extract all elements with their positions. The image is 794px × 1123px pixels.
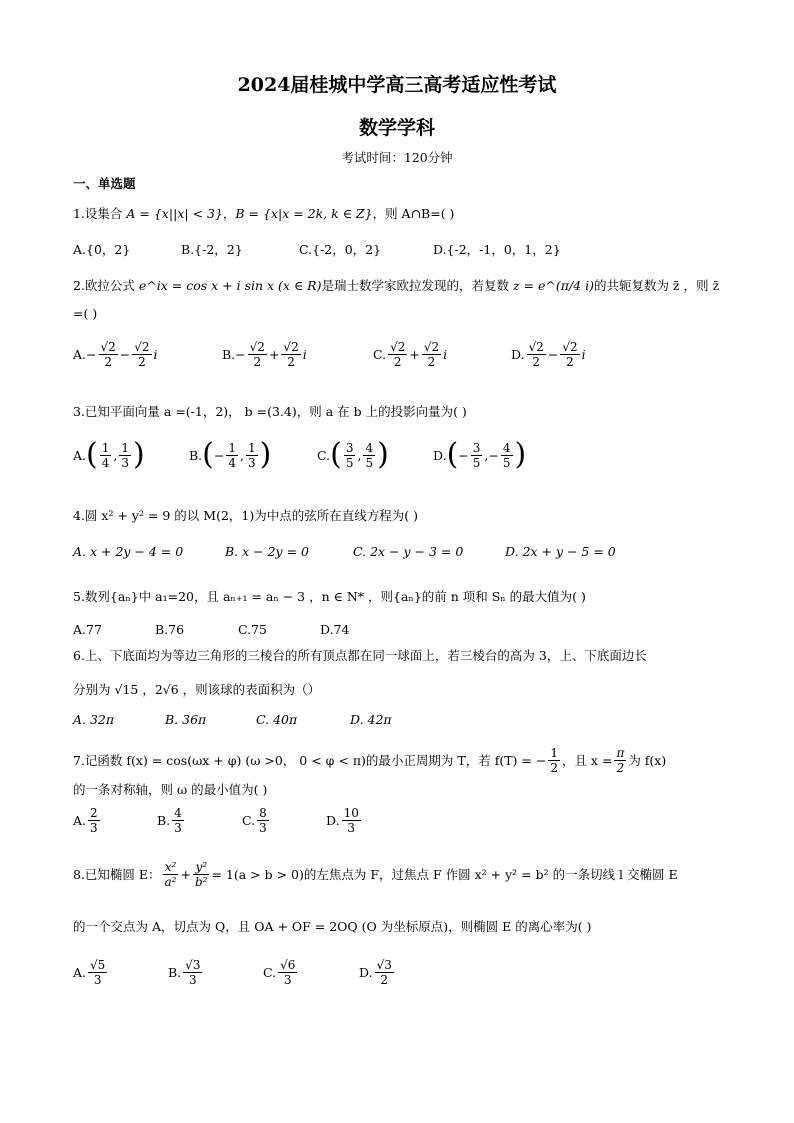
q7-option-c[interactable]: C. $\frac{8}{3}$	[242, 806, 267, 835]
question-2-options	[73, 340, 733, 380]
question-4: 4.圆 x² + y² = 9 的以 M(2，1)为中点的弦所在直线方程为( )	[73, 508, 418, 523]
q1-option-c[interactable]: C.{-2，0，2}	[299, 242, 382, 257]
q3-fraction: $\frac{3}{5}$	[472, 440, 481, 470]
q2-fraction: $\frac{√2}{2}$	[390, 340, 406, 369]
q6-option-d[interactable]: D. 42π	[350, 712, 392, 727]
exam-subject: 数学学科	[358, 117, 435, 139]
q8-option-fraction: $\frac{√3}{2}$	[376, 958, 392, 987]
q4-option-b[interactable]: B. x − 2y = 0	[225, 544, 309, 559]
q2-fraction: $\frac{√2}{2}$	[134, 340, 150, 369]
q1-option-b[interactable]: B.{-2，2}	[181, 242, 243, 257]
section-heading: 一、单选题	[73, 176, 136, 191]
q2-option-a[interactable]: A. − $\frac{√2}{2}$ − $\frac{√2}{2}$ i	[73, 340, 158, 369]
q7-option-fraction: $\frac{8}{3}$	[259, 806, 267, 835]
question-6-line-1: 6.上、下底面均为等边三角形的三棱台的所有顶点都在同一球面上，若三棱台的高为 3，上、下底面边长	[73, 648, 647, 663]
q2-option-c[interactable]: C. $\frac{√2}{2}$ + $\frac{√2}{2}$ i	[373, 340, 448, 369]
q3-option-c[interactable]: C. ( $\frac{3}{5}$ , $\frac{4}{5}$ )	[317, 437, 389, 472]
q3-fraction: $\frac{1}{4}$	[228, 440, 237, 470]
q4-option-c[interactable]: C. 2x − y − 3 = 0	[353, 544, 464, 559]
q3-option-a[interactable]: A. ( $\frac{1}{4}$ , $\frac{1}{3}$ )	[73, 437, 145, 472]
q3-fraction: $\frac{1}{3}$	[121, 440, 129, 470]
q8-option-a[interactable]: A. $\frac{√5}{3}$	[73, 958, 106, 987]
exam-time: 考试时间：120分钟	[341, 150, 453, 165]
q8-option-d[interactable]: D. $\frac{√3}{2}$	[359, 958, 392, 987]
q2-fraction: $\frac{√2}{2}$	[423, 340, 440, 369]
q7-option-fraction: $\frac{10}{3}$	[343, 806, 359, 835]
question-2-line-1: 2.欧拉公式 e^ix = cos x + i sin x (x ∈ R)是瑞士数学家欧拉发现的，若复数 z = e^(π/4 i)的共轭复数为 z̄ ，则 z̄	[73, 278, 720, 293]
q2-fraction: $\frac{√2}{2}$	[283, 340, 299, 369]
question-8-line-1: 8.已知椭圆 E： $\frac{\text{x²}}{\text{a²}}$ + $\frac{\text{y²}}{\text{b²}}$ = 1(a > b > 0)的左焦点为 F，过焦点 F 作圆 x² + y² = b² 的一条切线 l 交椭圆 E	[73, 860, 678, 889]
q2-option-d[interactable]: D. $\frac{√2}{2}$ − $\frac{√2}{2}$ i	[511, 340, 586, 369]
q7-option-d[interactable]: D. $\frac{10}{3}$	[326, 806, 359, 835]
q8-option-c[interactable]: C. $\frac{√6}{3}$	[263, 958, 296, 987]
q7-option-fraction: $\frac{2}{3}$	[90, 806, 98, 835]
question-4-options	[73, 544, 733, 574]
question-8-line-2: 的一个交点为 A，切点为 Q，且 OA + OF = 2OQ (O 为坐标原点)，则椭圆 E 的离心率为( )	[73, 919, 592, 934]
q3-option-b[interactable]: B. ( − $\frac{1}{4}$ , $\frac{1}{3}$ )	[189, 437, 272, 472]
exam-title: 2024届桂城中学高三高考适应性考试	[237, 74, 557, 96]
q5-option-d[interactable]: D.74	[320, 622, 350, 637]
q8-option-fraction: $\frac{√3}{3}$	[185, 958, 201, 987]
question-2-line-2: =( )	[73, 306, 98, 321]
q3-fraction: $\frac{4}{5}$	[502, 440, 511, 470]
q6-option-b[interactable]: B. 36π	[165, 712, 207, 727]
q1-option-d[interactable]: D.{-2，-1，0，1，2}	[433, 242, 561, 257]
q5-option-b[interactable]: B.76	[155, 622, 185, 637]
q3-fraction: $\frac{1}{3}$	[248, 440, 256, 470]
q6-option-a[interactable]: A. 32π	[73, 712, 115, 727]
question-1: 1.设集合 A = {x||x| < 3}，B = {x|x = 2k, k ∈ Z}，则 A∩B=( )	[73, 206, 455, 221]
q2-fraction: $\frac{√2}{2}$	[100, 340, 116, 369]
q2-fraction: $\frac{√2}{2}$	[249, 340, 265, 369]
question-7-line-1: 7.记函数 f(x) = cos(ωx + φ) (ω >0， 0 < φ < π)的最小正周期为 T，若 f(T) = − $\frac{1}{2}$ ，且 x = $\frac{\pi}{2}$ 为 f(x)	[73, 746, 667, 775]
q8-option-b[interactable]: B. $\frac{√3}{3}$	[168, 958, 201, 987]
q2-fraction: $\frac{√2}{2}$	[562, 340, 578, 369]
q7-option-fraction: $\frac{4}{3}$	[174, 806, 182, 835]
question-8-options	[73, 958, 733, 1000]
q5-option-c[interactable]: C.75	[238, 622, 267, 637]
q7-option-b[interactable]: B. $\frac{4}{3}$	[157, 806, 182, 835]
question-6-options	[73, 712, 733, 742]
q6-option-c[interactable]: C. 40π	[256, 712, 298, 727]
q4-option-d[interactable]: D. 2x + y − 5 = 0	[505, 544, 616, 559]
question-1-options	[73, 240, 733, 270]
question-5: 5.数列{aₙ}中 a₁=20，且 aₙ₊₁ = aₙ − 3 ，n ∈ N* ，则{aₙ}的前 n 项和 Sₙ 的最大值为( )	[73, 589, 586, 604]
q8-option-fraction: $\frac{√6}{3}$	[280, 958, 296, 987]
q2-fraction: $\frac{√2}{2}$	[528, 340, 544, 369]
q3-fraction: $\frac{3}{5}$	[345, 440, 354, 470]
q8-option-fraction: $\frac{√5}{3}$	[90, 958, 106, 987]
q3-option-d[interactable]: D. ( − $\frac{3}{5}$ , − $\frac{4}{5}$ )	[433, 437, 527, 472]
question-3: 3.已知平面向量 a =(-1，2)， b =(3.4)，则 a 在 b 上的投影向量为( )	[73, 404, 467, 419]
q3-fraction: $\frac{1}{4}$	[101, 440, 110, 470]
q7-option-a[interactable]: A. $\frac{2}{3}$	[73, 806, 98, 835]
q8-fraction: $\frac{\text{y²}}{\text{b²}}$	[194, 860, 208, 889]
q7-fraction: $\frac{\pi}{2}$	[616, 746, 625, 775]
q4-option-a[interactable]: A. x + 2y − 4 = 0	[73, 544, 184, 559]
q2-option-b[interactable]: B. − $\frac{√2}{2}$ + $\frac{√2}{2}$ i	[222, 340, 307, 369]
q8-fraction: $\frac{\text{x²}}{\text{a²}}$	[164, 860, 177, 889]
q7-fraction: $\frac{1}{2}$	[550, 746, 558, 775]
question-3-options	[73, 437, 733, 484]
question-7-line-2: 的一条对称轴，则 ω 的最小值为( )	[73, 782, 268, 797]
question-7-options	[73, 806, 733, 842]
q5-option-a[interactable]: A.77	[73, 622, 102, 637]
q3-fraction: $\frac{4}{5}$	[365, 440, 374, 470]
question-6-line-2: 分别为 √15 ，2√6 ，则该球的表面积为（）	[73, 682, 321, 697]
q1-option-a[interactable]: A.{0，2}	[73, 242, 131, 257]
